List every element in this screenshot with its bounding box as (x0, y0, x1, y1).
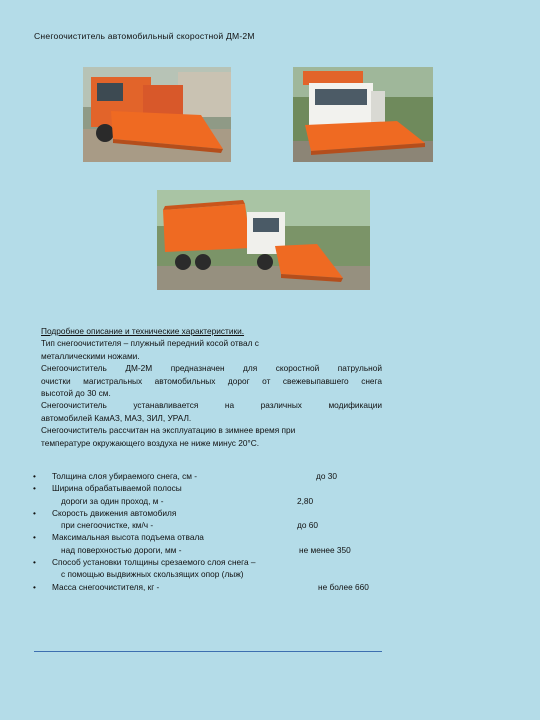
spec-label-cont: дороги за один проход, м - (61, 495, 164, 506)
spec-list (33, 470, 383, 593)
spec-value: не более 660 (318, 581, 369, 592)
bullet-icon: • (33, 581, 36, 592)
spec-value: не менее 350 (299, 544, 351, 555)
bullet-icon: • (33, 471, 36, 481)
spec-label-cont: над поверхностью дороги, мм - (61, 544, 182, 555)
spec-value: до 60 (297, 520, 318, 531)
spec-label-cont: с помощью выдвижных скользящих опор (лыж) (61, 569, 244, 580)
description-line: Снегоочиститель ДМ-2М предназначен для скоростной патрульной (41, 363, 382, 374)
bottom-divider (34, 651, 382, 652)
description-line: очистки магистральных автомобильных дорог от свежевыпавшего снега (41, 375, 382, 386)
truck-photo-center (157, 190, 370, 290)
spec-label: Максимальная высота подъема отвала (52, 532, 204, 543)
spec-label: Масса снегоочистителя, кг - (52, 581, 160, 592)
spec-item (33, 581, 383, 593)
description-line: Снегоочиститель рассчитан на эксплуатацию в зимнее время при (41, 425, 296, 436)
description-line: Снегоочиститель устанавливается на различных модификации (41, 400, 382, 411)
description-line: Тип снегоочистителя – плужный передний косой отвал с (41, 338, 259, 349)
bullet-icon: • (33, 557, 36, 568)
spec-item (33, 531, 383, 556)
description-line: высотой до 30 см. (41, 388, 111, 399)
spec-item (33, 482, 383, 507)
description-line: автомобилей КамАЗ, МАЗ, ЗИЛ, УРАЛ. (41, 412, 192, 423)
description-line: температуре окружающего воздуха не ниже минус 20°С. (41, 437, 260, 448)
spec-label: Ширина обрабатываемой полосы (52, 483, 182, 494)
spec-label: Скорость движения автомобиля (52, 507, 177, 518)
truck-photo-left (83, 67, 231, 162)
description (41, 325, 382, 449)
spec-item (33, 470, 383, 482)
spec-value: 2,80 (297, 495, 314, 506)
bullet-icon: • (33, 483, 36, 494)
bullet-icon: • (33, 507, 36, 518)
description-line: металлическими ножами. (41, 350, 140, 361)
bullet-icon: • (33, 532, 36, 543)
truck-photo-right (293, 67, 433, 162)
page-title: Снегоочиститель автомобильный скоростной ДМ-2М (34, 31, 255, 41)
spec-label: Толщина слоя убираемого снега, см - (52, 471, 198, 481)
spec-label: Способ установки толщины срезаемого слоя снега – (52, 557, 256, 568)
description-heading: Подробное описание и технические характеристики. (41, 326, 245, 336)
spec-value: до 30 (316, 471, 337, 481)
spec-label-cont: при снегоочистке, км/ч - (61, 520, 154, 531)
spec-item (33, 556, 383, 581)
spec-item (33, 507, 383, 532)
